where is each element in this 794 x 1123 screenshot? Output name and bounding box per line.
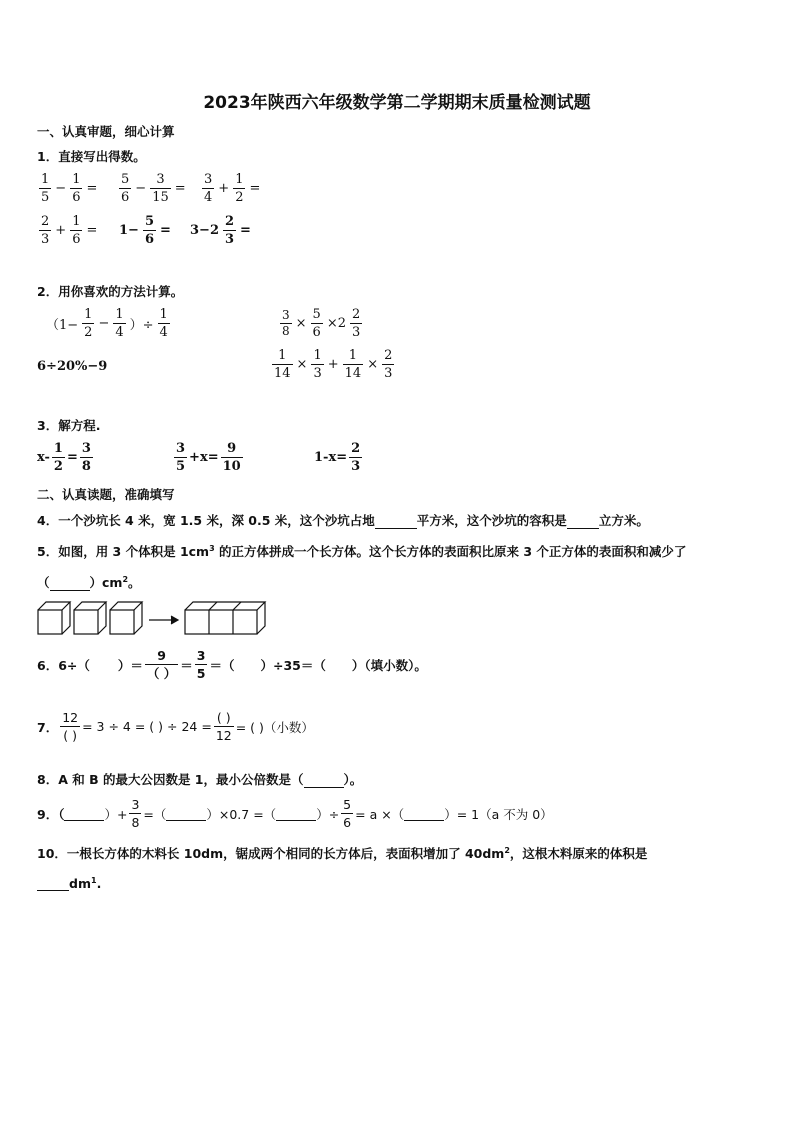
q2-expression-3: 6÷20%−9 xyxy=(37,359,108,374)
q1i2-a-num: 5 xyxy=(121,172,130,187)
q2e4-f1-den: 14 xyxy=(274,366,291,381)
q9-text-2: ）+ xyxy=(104,806,128,822)
q7-f1-den[interactable]: ( ) xyxy=(63,728,78,743)
q4-blank-area[interactable] xyxy=(375,528,417,529)
q3e2-mid: +x= xyxy=(189,450,219,465)
q3e1-eq: = xyxy=(66,450,78,465)
q10-text-1: 10．一根长方体的木料长 10dm，锯成两个相同的长方体后，表面积增加了 40dm xyxy=(37,846,505,861)
q2e2-f3-den: 3 xyxy=(352,325,361,340)
q6-text-5: ）÷35＝（ xyxy=(260,657,326,673)
q2e4-f4-num: 2 xyxy=(384,348,393,363)
question-8 xyxy=(37,770,362,788)
q1i2-a-den: 6 xyxy=(121,190,130,205)
q10-text-3: dm xyxy=(69,876,91,892)
q2e4-f3-den: 14 xyxy=(344,366,362,381)
q2e1-close: ）÷ xyxy=(129,318,154,333)
q6-text-2: ）＝ xyxy=(117,657,143,673)
q2e1-f2-den: 4 xyxy=(115,325,124,340)
q2e2-f2-den: 6 xyxy=(312,325,321,340)
question-6 xyxy=(37,648,427,681)
q9-text-6: = a ×（ xyxy=(355,806,405,822)
q2e1-f3-den: 4 xyxy=(159,325,168,340)
q1i4-b-den: 6 xyxy=(72,232,81,247)
q4-text-2: 平方米，这个沙坑的容积是 xyxy=(416,513,567,528)
q1-item-5 xyxy=(117,214,173,247)
question-5-line-2 xyxy=(37,573,141,591)
q10-sup-2: 1 xyxy=(90,876,97,885)
q2e4-plus: + xyxy=(327,357,339,372)
question-2-label: 2．用你喜欢的方法计算。 xyxy=(37,284,184,299)
question-3-label: 3．解方程. xyxy=(37,418,101,433)
q10-text-4: . xyxy=(96,876,102,892)
q1i2-op: − xyxy=(135,181,147,196)
cube-2 xyxy=(74,602,106,634)
q3e3-lead: 1-x= xyxy=(314,450,348,465)
q9-blank-3[interactable] xyxy=(276,806,316,821)
q1i5-eq: = xyxy=(160,223,171,238)
q6-text-1: 6．6÷（ xyxy=(37,657,90,673)
arrow xyxy=(149,616,178,624)
q9-blank-2[interactable] xyxy=(166,806,206,821)
q7-lead: 7． xyxy=(37,719,59,735)
q3e3-f1-den: 3 xyxy=(351,459,361,474)
question-1-label: 1．直接写出得数。 xyxy=(37,149,146,164)
q1i1-eq: = xyxy=(86,181,98,196)
q2e2-times-1: × xyxy=(295,316,307,331)
q1i1-a-num: 1 xyxy=(41,172,50,187)
q5-sup-2: 2 xyxy=(122,574,129,584)
q10-sup-1: 2 xyxy=(504,845,510,855)
q1i1-a-den: 5 xyxy=(41,190,50,205)
q2e4-times-2: × xyxy=(367,357,379,372)
q2e4-f2-num: 1 xyxy=(313,348,322,363)
q1i2-eq: = xyxy=(174,181,186,196)
question-7 xyxy=(37,710,314,743)
q1i5-b-den: 6 xyxy=(144,232,154,247)
q5-text-1: 5．如图，用 3 个体积是 1cm xyxy=(37,544,210,559)
q9-text-7: ）= 1（a 不为 0） xyxy=(444,806,553,822)
q1i5-lead: 1− xyxy=(119,223,139,238)
q5-sup-1: 3 xyxy=(209,543,215,553)
q2-expression-2 xyxy=(278,307,364,340)
q1i1-op: − xyxy=(55,181,67,196)
question-10-line-2 xyxy=(37,876,101,891)
question-9 xyxy=(37,797,553,830)
q6-f2-den: 5 xyxy=(196,666,206,681)
q8-blank[interactable] xyxy=(304,787,344,788)
q1-item-1 xyxy=(37,172,99,205)
q2e2-times-2: ×2 xyxy=(326,316,346,331)
q3e2-f1-num: 3 xyxy=(176,441,186,456)
q9-blank-4[interactable] xyxy=(404,806,444,821)
q3e1-lead: x- xyxy=(37,450,50,465)
q3-equation-2 xyxy=(172,441,245,474)
q1i2-b-den: 15 xyxy=(152,190,169,205)
q5-paren-close: ）cm xyxy=(89,575,123,590)
q1i4-b-num: 1 xyxy=(72,214,81,229)
q9-text-3: =（ xyxy=(143,806,167,822)
q1i4-a-num: 2 xyxy=(41,214,50,229)
q1i4-a-den: 3 xyxy=(41,232,50,247)
q1i3-a-num: 3 xyxy=(204,172,213,187)
q6-f1-den[interactable]: （ ） xyxy=(146,666,177,681)
q1i6-lead: 3−2 xyxy=(190,223,219,238)
q1i6-b-num: 2 xyxy=(224,214,235,229)
q1i6-eq: = xyxy=(240,223,251,238)
q1i6-b-den: 3 xyxy=(224,232,235,247)
q1i3-op: + xyxy=(218,181,230,196)
q1-item-6 xyxy=(188,214,253,247)
q7-f1-num: 12 xyxy=(62,710,79,725)
q7-f2-num[interactable]: ( ) xyxy=(214,710,234,727)
q1i4-eq: = xyxy=(86,223,98,238)
q1i3-eq: = xyxy=(249,181,261,196)
q3-equation-3 xyxy=(314,441,364,474)
q3e2-f2-den: 10 xyxy=(222,459,241,474)
q9-text-1: 9．（ xyxy=(37,806,65,822)
cube-diagram xyxy=(37,600,277,636)
q3e1-f2-den: 8 xyxy=(81,459,91,474)
q9-text-5: ）÷ xyxy=(316,806,340,822)
q2e1-f1-num: 1 xyxy=(84,307,93,322)
q2e1-f3-num: 1 xyxy=(159,307,168,322)
q6-f1-num: 9 xyxy=(145,648,178,665)
q2e4-times-1: × xyxy=(296,357,308,372)
q9-text-4: ）×0.7 =（ xyxy=(206,806,277,822)
q3e2-f2-num: 9 xyxy=(221,441,243,458)
q3-equation-1 xyxy=(37,441,95,474)
q2e1-f1-den: 2 xyxy=(84,325,93,340)
q1-item-2 xyxy=(117,172,188,205)
q4-text-1: 4．一个沙坑长 4 米，宽 1.5 米，深 0.5 米，这个沙坑占地 xyxy=(37,513,375,528)
q2e4-f2-den: 3 xyxy=(313,366,322,381)
q2e2-f3-num: 2 xyxy=(352,307,361,322)
q1i3-b-den: 2 xyxy=(235,190,244,205)
q9-blank-1[interactable] xyxy=(64,806,104,821)
q9-f1-den: 8 xyxy=(131,815,140,830)
q2e2-f1-den: 8 xyxy=(282,324,290,338)
q2e4-f4-den: 3 xyxy=(384,366,393,381)
q8-text-2: ）。 xyxy=(343,772,363,787)
q6-text-6: ）（填小数）。 xyxy=(351,657,427,673)
section-heading-2: 二、认真读题，准确填写 xyxy=(37,487,175,502)
question-4 xyxy=(37,511,649,529)
q3e3-f1-num: 2 xyxy=(351,441,361,456)
question-10 xyxy=(37,844,647,862)
q2e4-f3-num: 1 xyxy=(343,348,364,365)
q8-text-1: 8．A 和 B 的最大公因数是 1，最小公倍数是（ xyxy=(37,772,304,787)
q6-text-4: ＝（ xyxy=(209,657,235,673)
q3e1-f1-den: 2 xyxy=(53,459,63,474)
q9-f1-num: 3 xyxy=(131,797,140,812)
page-title: 2023年陕西六年级数学第二学期期末质量检测试题 xyxy=(203,93,591,113)
cube-3 xyxy=(110,602,142,634)
q5-blank[interactable] xyxy=(50,590,90,591)
cube-1 xyxy=(38,602,70,634)
q7-text-2: = ( )（小数） xyxy=(235,719,314,735)
q1i4-op: + xyxy=(55,223,67,238)
q4-blank-volume[interactable] xyxy=(567,528,599,529)
q2e2-f1-num: 3 xyxy=(282,308,290,322)
q2-expression-1 xyxy=(44,307,172,340)
q7-text-1: = 3 ÷ 4 = ( ) ÷ 24 = xyxy=(82,719,212,734)
q7-f2-den: 12 xyxy=(215,728,232,743)
q2e1-open: （1− xyxy=(46,318,79,333)
q2-expression-4 xyxy=(270,348,396,381)
q1i3-a-den: 4 xyxy=(204,190,213,205)
q2e2-f2-num: 5 xyxy=(312,307,321,322)
q2e1-f2-num: 1 xyxy=(115,307,124,322)
q1i1-b-den: 6 xyxy=(72,190,81,205)
q1i2-b-num: 3 xyxy=(150,172,171,189)
q4-text-3: 立方米。 xyxy=(598,513,649,528)
q1-item-3 xyxy=(200,172,262,205)
q2e4-f1-num: 1 xyxy=(272,348,293,365)
q10-blank[interactable] xyxy=(37,890,69,891)
q2e1-minus: − xyxy=(98,316,110,331)
section-heading-1: 一、认真审题，细心计算 xyxy=(37,124,175,139)
q1i1-b-num: 1 xyxy=(72,172,81,187)
q1-item-4 xyxy=(37,214,99,247)
q6-text-3: ＝ xyxy=(180,657,193,673)
q3e1-f1-num: 1 xyxy=(53,441,63,456)
q3e1-f2-num: 3 xyxy=(81,441,91,456)
q5-paren-open: （ xyxy=(37,575,50,590)
question-5 xyxy=(37,542,686,560)
q1i3-b-num: 1 xyxy=(235,172,244,187)
cuboid xyxy=(185,602,265,634)
q3e2-f1-den: 5 xyxy=(176,459,186,474)
q6-f2-num: 3 xyxy=(196,648,206,663)
q5-text-2: 的正方体拼成一个长方体。这个长方体的表面积比原来 3 个正方体的表面积和减少了 xyxy=(214,544,687,559)
q9-f2-den: 6 xyxy=(343,815,352,830)
q5-end: 。 xyxy=(128,575,141,590)
q9-f2-num: 5 xyxy=(343,797,352,812)
q10-text-2: ，这根木料原来的体积是 xyxy=(509,846,648,861)
q1i5-b-num: 5 xyxy=(144,214,154,229)
